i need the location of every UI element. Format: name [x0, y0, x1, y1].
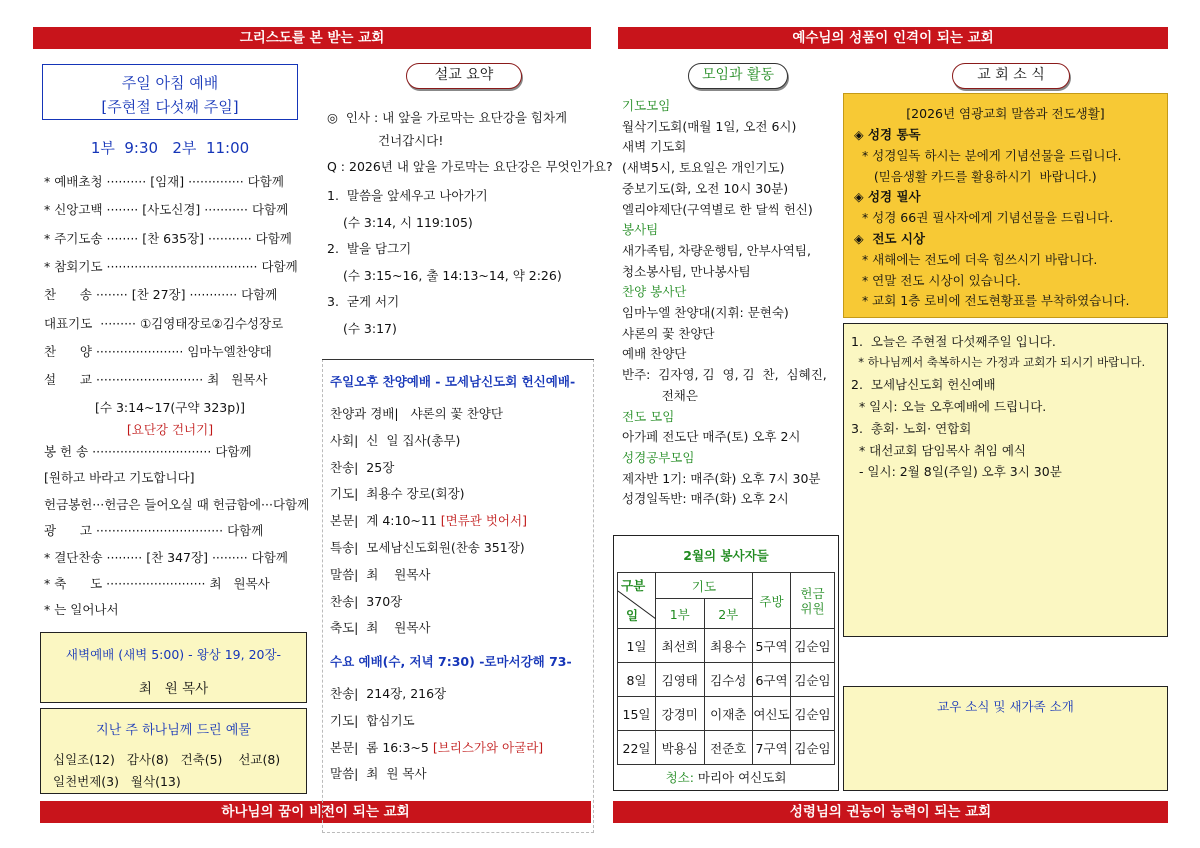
worship-order-item: 찬 송 ········ [찬 27장] ············ 다함께 — [44, 287, 278, 303]
announcement-heading: ◈ 성경 통독 — [854, 127, 921, 142]
table-cell: 22일 — [618, 731, 656, 765]
afternoon-order-item: 기도| 최용수 장로(회장) — [330, 486, 465, 502]
sermon-question: Q : 2026년 내 앞을 가로막는 요단강은 무엇인가요? — [327, 159, 613, 174]
worship-order-item: 찬 양 ······················ 임마누엘찬양대 — [44, 343, 272, 359]
table-cell: 1일 — [618, 629, 656, 663]
wednesday-order-item: 찬송| 214장, 216장 — [330, 686, 447, 701]
activity-item: 월삭기도회(매월 1일, 오전 6시) — [622, 118, 797, 134]
members-news-box — [843, 686, 1168, 791]
sermon-title: [요단강 건너기] — [126, 422, 214, 437]
wednesday-preacher: 말씀| 최 원 목사 — [330, 766, 427, 782]
activity-item: 엘리야제단(구역별로 한 달씩 헌신) — [622, 201, 813, 217]
sermon-point: (수 3:17) — [343, 321, 397, 336]
dawn-service-box — [40, 632, 307, 703]
notice-item: 2. 모세남신도회 헌신예배 — [851, 377, 996, 393]
worship-order-item: 봉 헌 송 ······························ 다함께 — [44, 444, 252, 459]
sermon-point: 1. 말씀을 앞세우고 나아가기 — [327, 188, 488, 203]
worship-scripture: [수 3:14~17(구약 323p)] — [95, 400, 245, 415]
activity-item: 전채은 — [622, 387, 698, 403]
worship-order-item: * 주기도송 ········ [찬 635장] ··········· 다함께 — [44, 230, 292, 246]
table-cell: 7구역 — [753, 731, 791, 765]
activity-item: 새벽 기도회 — [622, 139, 687, 155]
notice-item: 1. 오늘은 주현절 다섯째주일 입니다. — [851, 334, 1056, 349]
worship-order-item: * 참회기도 ······································ 다함께 — [44, 258, 298, 274]
table-cell: 강경미 — [656, 697, 705, 731]
sermon-point: 2. 발을 담그기 — [327, 241, 412, 257]
table-row — [618, 629, 835, 663]
table-cell: 여신도 — [753, 697, 791, 731]
activity-heading: 성경공부모임 — [622, 449, 695, 465]
header-1bu: 1부 — [656, 599, 705, 629]
worship-order-item: * 신앙고백 ········ [사도신경] ··········· 다함께 — [44, 202, 289, 218]
announcement-item: * 성경 66권 필사자에게 기념선물을 드립니다. — [854, 210, 1114, 226]
worship-title-box — [42, 64, 298, 120]
activity-heading: 찬양 봉사단 — [622, 284, 687, 300]
volunteers-box — [613, 535, 839, 791]
activity-heading: 봉사팀 — [622, 222, 659, 238]
notice-item: * 하나님께서 축복하시는 가정과 교회가 되시기 바랍니다. — [851, 354, 1146, 369]
table-cell: 이재춘 — [704, 697, 753, 731]
table-cell: 박용심 — [656, 731, 705, 765]
table-cell: 김순임 — [791, 629, 835, 663]
activity-item: 성경일독반: 매주(화) 오후 2시 — [622, 491, 789, 507]
afternoon-order-item: 축도| 최 원목사 — [330, 620, 431, 636]
wednesday-order-item: 기도| 합심기도 — [330, 712, 415, 728]
activity-item: 중보기도(화, 오전 10시 30분) — [622, 180, 789, 196]
yellow-title: [2026년 염광교회 말씀과 전도생활] — [906, 106, 1105, 121]
afternoon-order-item: 찬송| 370장 — [330, 593, 403, 609]
worship-order-item: * 결단찬송 ········· [찬 347장] ········· 다함께 — [44, 549, 288, 565]
table-cell: 6구역 — [753, 663, 791, 697]
activity-item: 샤론의 꽃 찬양단 — [622, 325, 715, 341]
table-row — [618, 731, 835, 765]
table-cell: 5구역 — [753, 629, 791, 663]
banner-top-right: 예수님의 성품이 인격이 되는 교회 — [618, 27, 1168, 49]
afternoon-service-title: 주일오후 찬양예배 - 모세남신도회 헌신예배- — [330, 374, 576, 389]
wednesday-scripture: 본문| 롬 16:3~5 [브리스가와 아굴라] — [330, 739, 544, 755]
announcement-item: * 교회 1층 로비에 전도현황표를 부착하였습니다. — [854, 293, 1130, 309]
table-cell: 최용수 — [704, 629, 753, 663]
banner-bottom-left: 하나님의 꿈이 비전이 되는 교회 — [40, 801, 591, 823]
afternoon-order-item: 사회| 신 일 집사(총무) — [330, 432, 461, 448]
worship-order-item: * 축 도 ························· 최 원목사 — [44, 576, 270, 591]
worship-order-item: 헌금봉헌···헌금은 들어오실 때 헌금함에···다함께 — [44, 496, 310, 512]
activity-item: 아가페 전도단 매주(토) 오후 2시 — [622, 429, 801, 445]
banner-bottom-right: 성령님의 권능이 능력이 되는 교회 — [613, 801, 1168, 823]
worship-order-item: 광 고 ································ 다함께 — [44, 523, 264, 539]
header-gubun: 구분 일 — [618, 573, 656, 629]
announcement-item: * 새해에는 전도에 더욱 힘쓰시기 바랍니다. — [854, 251, 1098, 267]
announcement-heading: ◈ 전도 시상 — [854, 231, 925, 246]
notices-box — [843, 323, 1168, 637]
notice-item: * 대선교회 담임목사 취임 예식 — [851, 442, 1026, 458]
table-cell: 15일 — [618, 697, 656, 731]
announcement-item: * 성경일독 하시는 분에게 기념선물을 드립니다. — [854, 147, 1122, 163]
table-cell: 김순임 — [791, 731, 835, 765]
notice-item: - 일시: 2월 8일(주일) 오후 3시 30분 — [851, 464, 1062, 480]
worship-times: 1부 9:30 2부 11:00 — [90, 139, 250, 157]
activity-item: (새벽5시, 토요일은 개인기도) — [622, 160, 785, 176]
table-cell: 김영태 — [656, 663, 705, 697]
worship-order-item: 설 교 ··························· 최 원목사 — [44, 372, 268, 388]
table-row — [618, 697, 835, 731]
offering-box — [40, 708, 307, 794]
dawn-service-info: 새벽예배 (새벽 5:00) - 왕상 19, 20장- — [65, 647, 282, 662]
afternoon-order-item: 찬양과 경배| 샤론의 꽃 찬양단 — [330, 406, 503, 421]
table-cell: 김순임 — [791, 697, 835, 731]
worship-order-item: [원하고 바라고 기도합니다] — [44, 470, 195, 486]
announcement-item: (믿음생활 카드를 활용하시기 바랍니다.) — [854, 168, 1097, 184]
afternoon-scripture: 본문| 계 4:10~11 [면류관 벗어서] — [330, 513, 527, 529]
wednesday-service-title: 수요 예배(수, 저녁 7:30) -로마서강해 73- — [330, 654, 572, 669]
activity-heading: 전도 모임 — [622, 408, 675, 424]
notice-item: * 일시: 오늘 오후예배에 드립니다. — [851, 399, 1047, 415]
activity-item: 예배 찬양단 — [622, 346, 687, 362]
activities-label: 모임과 활동 — [688, 63, 788, 89]
afternoon-order-item: 찬송| 25장 — [330, 459, 395, 475]
sermon-intro-2: 건너갑시다! — [378, 133, 444, 148]
volunteers-table — [617, 572, 835, 765]
table-cell: 최선희 — [656, 629, 705, 663]
activity-item: 반주: 김자영, 김 영, 김 찬, 심혜진, — [622, 367, 827, 383]
offering-line-1: 십일조(12) 감사(8) 건축(5) 선교(8) — [53, 752, 281, 767]
afternoon-order-item: 특송| 모세남신도회원(찬송 351장) — [330, 540, 525, 555]
table-cell: 김수성 — [704, 663, 753, 697]
header-kitchen: 주방 — [753, 573, 791, 629]
table-cell: 8일 — [618, 663, 656, 697]
sermon-summary-label: 설교 요약 — [406, 63, 522, 89]
announcement-heading: ◈ 성경 필사 — [854, 189, 921, 205]
worship-order-item: * 는 일어나서 — [44, 602, 119, 618]
header-offering: 헌금 위원 — [791, 573, 835, 629]
dawn-preacher: 최 원 목사 — [138, 681, 209, 697]
worship-order-item: * 예배초청 ·········· [임재] ·············· 다함께 — [44, 174, 284, 189]
members-news-title: 교우 소식 및 새가족 소개 — [937, 699, 1074, 714]
table-cell: 김순임 — [791, 663, 835, 697]
volunteers-title: 2월의 봉사자들 — [683, 548, 769, 563]
activity-item: 새가족팀, 차량운행팀, 안부사역팀, — [622, 242, 811, 258]
cleaning-info: 청소: 마리아 여신도회 — [665, 770, 787, 785]
church-news-label: 교 회 소 식 — [952, 63, 1070, 89]
evening-divider — [322, 359, 594, 360]
offering-line-2: 일천번제(3) 월삭(13) — [53, 774, 181, 789]
worship-order-item: 대표기도 ········· ①김영태장로②김수성장로 — [44, 315, 284, 331]
banner-top-left: 그리스도를 본 받는 교회 — [33, 27, 591, 49]
activity-heading: 기도모임 — [622, 98, 671, 113]
notice-item: 3. 총회· 노회· 연합회 — [851, 420, 972, 436]
sermon-point: 3. 굳게 서기 — [327, 294, 400, 310]
activity-item: 청소봉사팀, 만나봉사팀 — [622, 263, 751, 279]
activity-item: 임마누엘 찬양대(지휘: 문현숙) — [622, 305, 789, 320]
worship-subtitle: [주현절 다섯째 주일] — [101, 98, 239, 116]
sermon-point: (수 3:14, 시 119:105) — [343, 214, 473, 230]
table-cell: 전준호 — [704, 731, 753, 765]
worship-title: 주일 아침 예배 — [121, 74, 219, 92]
afternoon-order-item: 말씀| 최 원목사 — [330, 566, 431, 582]
header-2bu: 2부 — [704, 599, 753, 629]
header-prayer: 기도 — [656, 573, 753, 599]
offering-title: 지난 주 하나님께 드린 예물 — [96, 723, 251, 738]
sermon-intro: ◎ 인사 : 내 앞을 가로막는 요단강을 힘차게 — [327, 110, 568, 125]
announcement-item: * 연말 전도 시상이 있습니다. — [854, 272, 1021, 288]
activity-item: 제자반 1기: 매주(화) 오후 7시 30분 — [622, 470, 821, 486]
sermon-point: (수 3:15~16, 출 14:13~14, 약 2:26) — [343, 267, 562, 283]
yellow-announcement-box — [843, 93, 1168, 318]
table-row — [618, 663, 835, 697]
